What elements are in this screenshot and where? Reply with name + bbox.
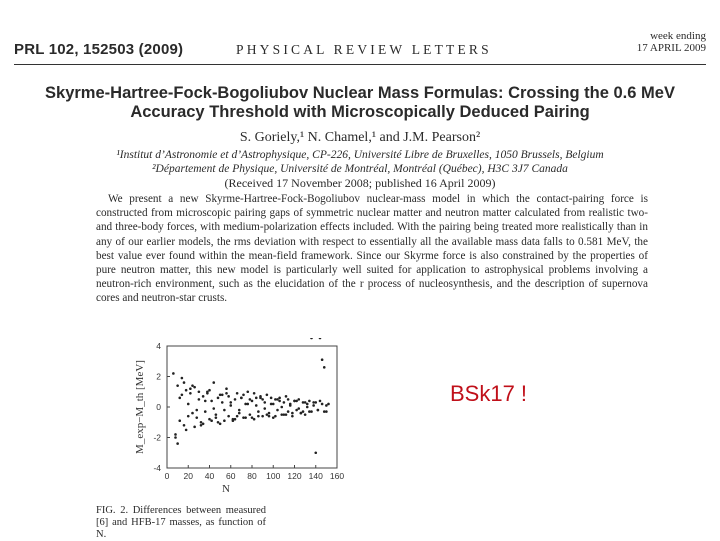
data-point bbox=[268, 412, 271, 415]
data-point bbox=[272, 416, 275, 419]
data-point bbox=[238, 409, 241, 412]
y-tick-label: -4 bbox=[153, 463, 161, 473]
data-point bbox=[198, 398, 201, 401]
data-point bbox=[308, 400, 311, 403]
data-point bbox=[319, 338, 322, 339]
data-point bbox=[253, 418, 256, 421]
data-point bbox=[172, 372, 175, 375]
data-point bbox=[178, 397, 181, 400]
received-dates: (Received 17 November 2008; published 16 April 2009) bbox=[224, 176, 496, 190]
data-point bbox=[287, 410, 290, 413]
data-point bbox=[285, 395, 288, 398]
data-point bbox=[272, 403, 275, 406]
data-point bbox=[198, 390, 201, 393]
data-point bbox=[323, 366, 326, 369]
data-point bbox=[251, 416, 254, 419]
data-point bbox=[308, 410, 311, 413]
data-point bbox=[276, 398, 279, 401]
data-point bbox=[306, 403, 309, 406]
data-point bbox=[225, 387, 228, 390]
data-point bbox=[261, 415, 264, 418]
data-point bbox=[234, 418, 237, 421]
data-point bbox=[187, 415, 190, 418]
data-point bbox=[261, 398, 264, 401]
title-line-2: Accuracy Threshold with Microscopically Deduced Pairing bbox=[130, 103, 590, 121]
data-point bbox=[263, 401, 266, 404]
header-rule bbox=[14, 64, 706, 65]
data-point bbox=[259, 397, 262, 400]
data-point bbox=[289, 404, 292, 407]
data-point bbox=[200, 424, 203, 427]
data-point bbox=[236, 392, 239, 395]
plot-frame bbox=[167, 346, 337, 468]
data-point bbox=[257, 410, 260, 413]
data-point bbox=[297, 407, 300, 410]
issue-date bbox=[637, 30, 706, 54]
data-point bbox=[304, 413, 307, 416]
data-point bbox=[263, 407, 266, 410]
data-point bbox=[210, 419, 213, 422]
affiliation-2: ²Département de Physique, Université de Montréal, Montréal (Québec), H3C 3J7 Canada bbox=[152, 162, 568, 175]
y-axis-label: M_exp−M_th [MeV] bbox=[134, 360, 146, 454]
data-point bbox=[189, 387, 192, 390]
data-point bbox=[219, 394, 222, 397]
data-point bbox=[191, 384, 194, 387]
data-point bbox=[293, 400, 296, 403]
data-point bbox=[244, 416, 247, 419]
y-tick-label: 2 bbox=[156, 371, 161, 382]
data-point bbox=[178, 419, 181, 422]
data-point bbox=[217, 397, 220, 400]
data-point bbox=[234, 398, 237, 401]
data-point bbox=[183, 424, 186, 427]
x-tick-label: 60 bbox=[226, 471, 236, 481]
x-tick-label: 140 bbox=[308, 471, 323, 481]
data-point bbox=[249, 398, 252, 401]
data-point bbox=[225, 392, 228, 395]
x-tick-label: 20 bbox=[183, 471, 193, 481]
data-point bbox=[295, 409, 298, 412]
data-point bbox=[240, 397, 243, 400]
paper-title bbox=[30, 84, 690, 122]
data-point bbox=[297, 398, 300, 401]
data-point bbox=[255, 404, 258, 407]
data-point bbox=[253, 392, 256, 395]
data-point bbox=[208, 418, 211, 421]
data-point bbox=[202, 395, 205, 398]
data-point bbox=[251, 400, 254, 403]
data-point bbox=[229, 401, 232, 404]
data-point bbox=[325, 410, 328, 413]
data-point bbox=[189, 392, 192, 395]
data-point bbox=[325, 404, 328, 407]
affiliation-1: ¹Institut d’Astronomie et d’Astrophysique, CP-226, Université Libre de Bruxelles, 1050 Brussels, Belgium bbox=[116, 149, 604, 161]
data-point bbox=[185, 389, 188, 392]
y-tick-label: -2 bbox=[153, 432, 161, 443]
data-point bbox=[221, 401, 224, 404]
authors: S. Goriely,¹ N. Chamel,¹ and J.M. Pearson² bbox=[239, 130, 481, 145]
data-point bbox=[238, 412, 241, 415]
data-point bbox=[204, 410, 207, 413]
data-point bbox=[285, 413, 288, 416]
data-point bbox=[227, 395, 230, 398]
data-point bbox=[202, 422, 205, 425]
data-point bbox=[327, 403, 330, 406]
data-point bbox=[223, 409, 226, 412]
data-point bbox=[246, 403, 249, 406]
data-point bbox=[176, 384, 179, 387]
data-point bbox=[215, 413, 218, 416]
data-point bbox=[210, 400, 213, 403]
data-point bbox=[208, 389, 211, 392]
data-point bbox=[193, 386, 196, 389]
affiliations bbox=[30, 149, 690, 176]
data-point bbox=[181, 377, 184, 380]
data-point bbox=[291, 412, 294, 415]
data-point bbox=[283, 401, 286, 404]
y-tick-label: 0 bbox=[156, 402, 161, 412]
x-tick-label: 120 bbox=[287, 471, 302, 481]
data-point bbox=[278, 400, 281, 403]
data-point bbox=[268, 415, 271, 418]
date-label: 17 APRIL 2009 bbox=[636, 42, 706, 54]
data-point bbox=[300, 412, 303, 415]
x-tick-label: 160 bbox=[329, 471, 345, 481]
data-point bbox=[206, 392, 209, 395]
journal-reference: PRL 102, 152503 (2009) bbox=[14, 41, 184, 58]
x-axis-label: N bbox=[222, 483, 230, 495]
data-point bbox=[280, 406, 283, 409]
data-point bbox=[204, 400, 207, 403]
data-point bbox=[217, 421, 220, 424]
data-point bbox=[287, 398, 290, 401]
data-point bbox=[274, 415, 277, 418]
data-point bbox=[181, 394, 184, 397]
journal-name: PHYSICAL REVIEW LETTERS bbox=[236, 42, 492, 57]
data-point bbox=[312, 401, 315, 404]
data-point bbox=[191, 412, 194, 415]
data-point bbox=[312, 404, 315, 407]
data-point bbox=[257, 415, 260, 418]
data-point bbox=[195, 409, 198, 412]
week-ending-label: week ending bbox=[650, 30, 706, 42]
figure-caption: FIG. 2. Differences between measured [6] and HFB-17 masses, as function of N. bbox=[96, 505, 266, 540]
data-point bbox=[278, 397, 281, 400]
x-tick-label: 80 bbox=[247, 471, 257, 481]
x-tick-label: 40 bbox=[204, 471, 215, 481]
data-point bbox=[174, 433, 177, 436]
plot-labels bbox=[134, 360, 230, 495]
data-point bbox=[266, 394, 269, 397]
data-point bbox=[185, 429, 188, 432]
data-point bbox=[229, 404, 232, 407]
data-point bbox=[187, 403, 190, 406]
data-point bbox=[317, 409, 320, 412]
data-point bbox=[200, 421, 203, 424]
data-point bbox=[176, 442, 179, 445]
plot-ticks bbox=[153, 341, 344, 481]
data-point bbox=[319, 400, 322, 403]
data-point bbox=[183, 381, 186, 384]
data-point bbox=[249, 413, 252, 416]
data-point bbox=[236, 415, 239, 418]
plot-points bbox=[172, 338, 330, 454]
data-point bbox=[212, 407, 215, 410]
abstract: We present a new Skyrme-Hartree-Fock-Bogoliubov nuclear-mass model in which the contact-pairing force is constructed from microscopic pairing gaps of symmetric nuclear matter and neutron matter calculated from realistic two- and three-body forces, with medium-polarization effects included. With the pairing being treated more realistically than in any of our earlier models, the rms deviation with respect to essentially all the available mass data falls to 0.581 MeV, the best value ever found within the mean-field framework. Since our Skyrme force is also constrained by the properties of pure neutron matter, this new model is particularly well suited for application to astrophysical problems involving a neutron-rich environment, such as the elucidation of the r process of nucleosynthesis, and the description of supernova cores and neutron-star crusts. bbox=[96, 193, 648, 305]
data-point bbox=[215, 416, 218, 419]
data-point bbox=[302, 410, 305, 413]
data-point bbox=[219, 422, 222, 425]
data-point bbox=[193, 426, 196, 429]
data-point bbox=[304, 401, 307, 404]
data-point bbox=[246, 390, 249, 393]
data-point bbox=[242, 394, 245, 397]
data-point bbox=[306, 406, 309, 409]
y-tick-label: 4 bbox=[156, 341, 161, 351]
data-point bbox=[321, 358, 324, 361]
title-line-1: Skyrme-Hartree-Fock-Bogoliubov Nuclear Mass Formulas: Crossing the 0.6 MeV bbox=[45, 84, 675, 102]
data-point bbox=[212, 381, 215, 384]
data-point bbox=[266, 413, 269, 416]
data-point bbox=[227, 415, 230, 418]
data-point bbox=[314, 451, 317, 454]
mass-deviation-plot bbox=[105, 338, 355, 498]
data-point bbox=[276, 409, 279, 412]
data-point bbox=[174, 436, 177, 439]
data-point bbox=[255, 397, 258, 400]
data-point bbox=[195, 416, 198, 419]
bsk17-annotation: BSk17 ! bbox=[450, 381, 528, 406]
data-point bbox=[291, 415, 294, 418]
data-point bbox=[223, 419, 226, 422]
data-point bbox=[321, 403, 324, 406]
x-tick-label: 100 bbox=[266, 471, 281, 481]
data-point bbox=[270, 397, 273, 400]
x-tick-label: 0 bbox=[164, 471, 170, 481]
data-point bbox=[310, 338, 313, 339]
